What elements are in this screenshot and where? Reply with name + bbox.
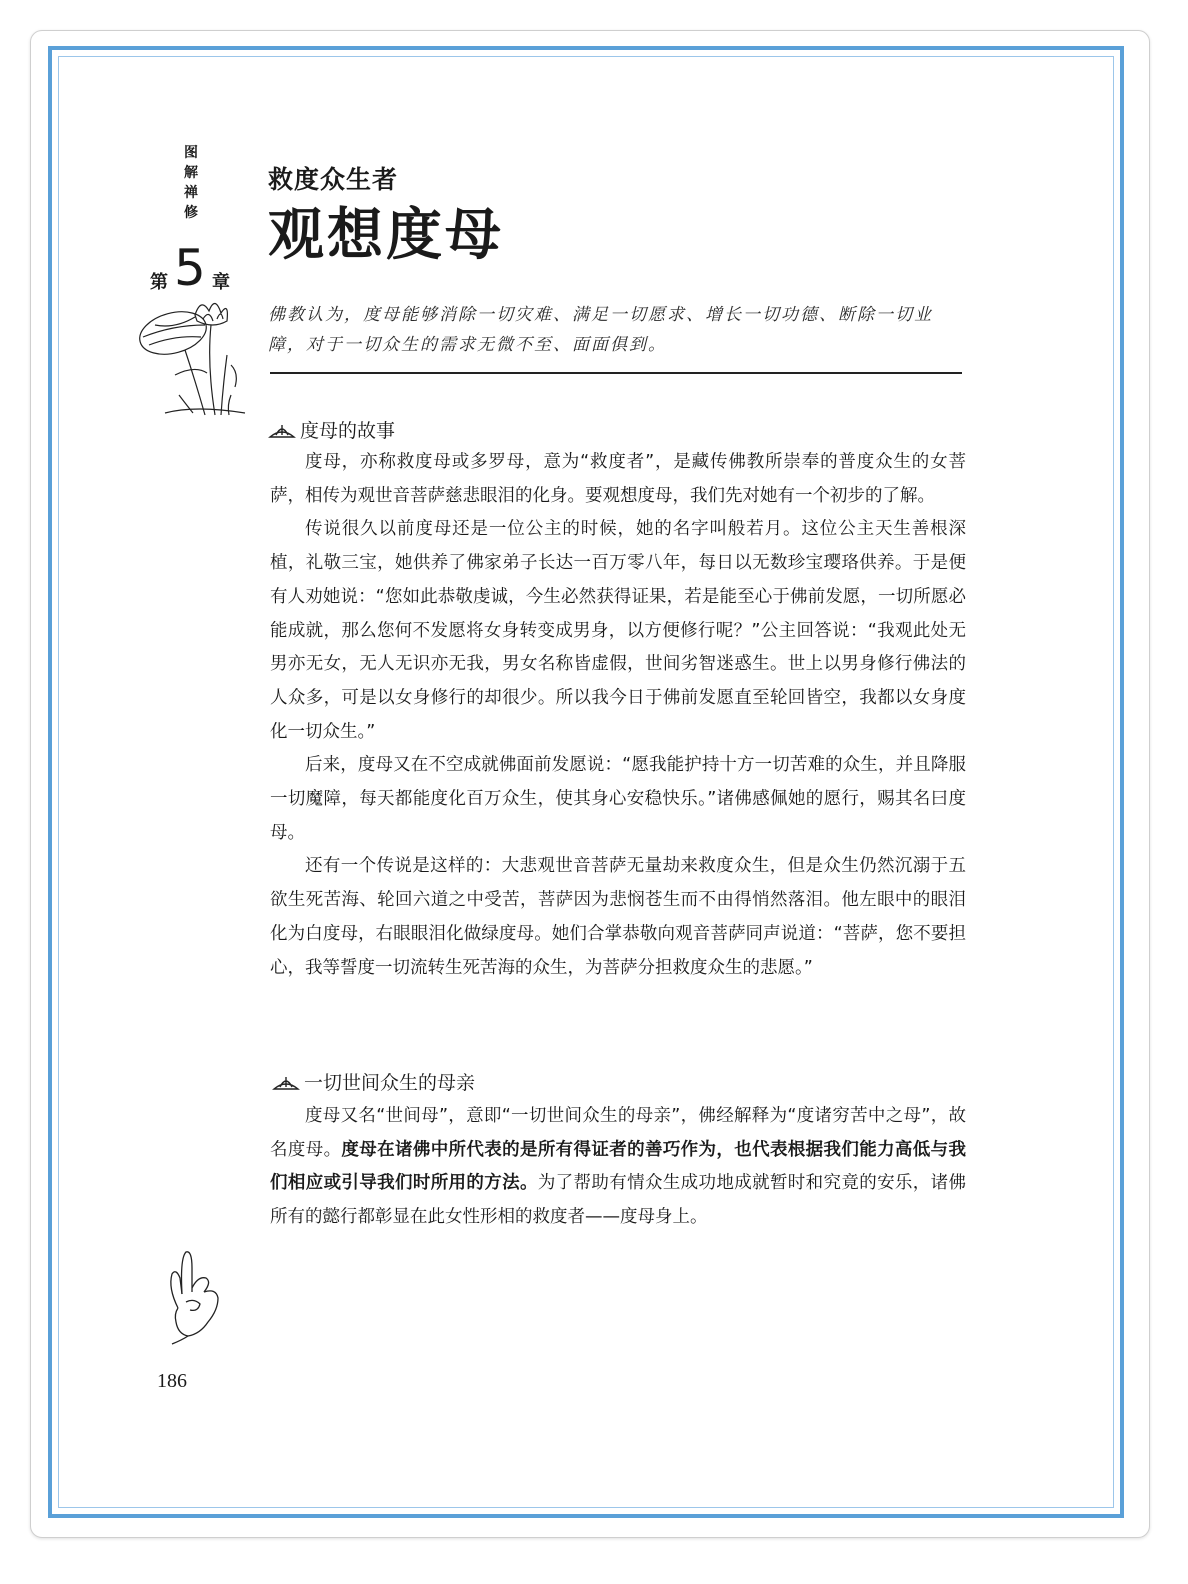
- paragraph-text: 度母又名“世间母”，意即“一切世间众生的母亲”，佛经解释为“度诸穷苦中之母”，故名度母。: [270, 1106, 966, 1160]
- chapter-suffix: 章: [212, 272, 230, 293]
- paragraph: [270, 1100, 966, 1235]
- paragraph: 还有一个传说是这样的：大悲观世音菩萨无量劫来救度众生，但是众生仍然沉溺于五欲生死苦海、轮回六道之中受苦，菩萨因为悲悯苍生而不由得悄然落泪。他左眼中的眼泪化为白度母，右眼眼泪化做绿度母。她们合掌恭敬向观音菩萨同声说道：“菩萨，您不要担心，我等誓度一切流转生死苦海的众生，为菩萨分担救度众生的悲愿。”: [270, 856, 966, 978]
- paragraph: 传说很久以前度母还是一位公主的时候，她的名字叫般若月。这位公主天生善根深植，礼敬三宝，她供养了佛家弟子长达一百万零八年，每日以无数珍宝璎珞供养。于是便有人劝她说：“您如此恭敬虔诚，今生必然获得证果，若是能至心于佛前发愿，一切所愿必能成就，那么您何不发愿将女身转变成男身，以方便修行呢？”公主回答说：“我观此处无男亦无女，无人无识亦无我，男女名称皆虚假，世间劣智迷惑生。世上以男身修行佛法的人众多，可是以女身修行的却很少。所以我今日于佛前发愿直至轮回皆空，我都以女身度化一切众生。”: [270, 519, 966, 742]
- chapter-prefix: 第: [150, 272, 168, 293]
- chapter-number: 5: [174, 239, 206, 297]
- chapter-marker: [150, 240, 260, 296]
- article-title: 观想度母: [268, 202, 504, 268]
- title-divider: [270, 372, 962, 374]
- paragraph: 度母，亦称救度母或多罗母，意为“救度者”，是藏传佛教所崇奉的普度众生的女菩萨，相传为观世音菩萨慈悲眼泪的化身。要观想度母，我们先对她有一个初步的了解。: [270, 452, 966, 506]
- article-intro: 佛教认为，度母能够消除一切灾难、满足一切愿求、增长一切功德、断除一切业障，对于一切众生的需求无微不至、面面俱到。: [268, 305, 933, 355]
- lotus-flower-icon: [135, 295, 255, 420]
- paragraph-bold-text: 度母在诸佛中所代表的是所有得证者的善巧作为，也代表根据我们能力高低与我们相应或引导我们时所用的方法。: [270, 1139, 966, 1194]
- section-heading: [272, 1070, 475, 1096]
- page-number: 186: [157, 1370, 187, 1392]
- series-label: 图解禅修: [184, 145, 198, 221]
- section-title: 度母的故事: [300, 420, 396, 442]
- paragraph-text: 为了帮助有情众生成功地成就暂时和究竟的安乐，诸佛所有的懿行都彰显在此女性形相的救度者——度母身上。: [270, 1173, 966, 1228]
- hand-mudra-icon: [158, 1248, 230, 1348]
- lotus-icon: [272, 1075, 300, 1091]
- lotus-icon: [268, 423, 296, 439]
- paragraph: 后来，度母又在不空成就佛面前发愿说：“愿我能护持十方一切苦难的众生，并且降服一切魔障，每天都能度化百万众生，使其身心安稳快乐。”诸佛感佩她的愿行，赐其名曰度母。: [270, 755, 966, 843]
- section-title: 一切世间众生的母亲: [304, 1072, 476, 1094]
- article-kicker: 救度众生者: [268, 165, 399, 194]
- section-heading: [268, 418, 395, 444]
- section-body: [270, 1100, 966, 1235]
- section-body: [270, 446, 966, 985]
